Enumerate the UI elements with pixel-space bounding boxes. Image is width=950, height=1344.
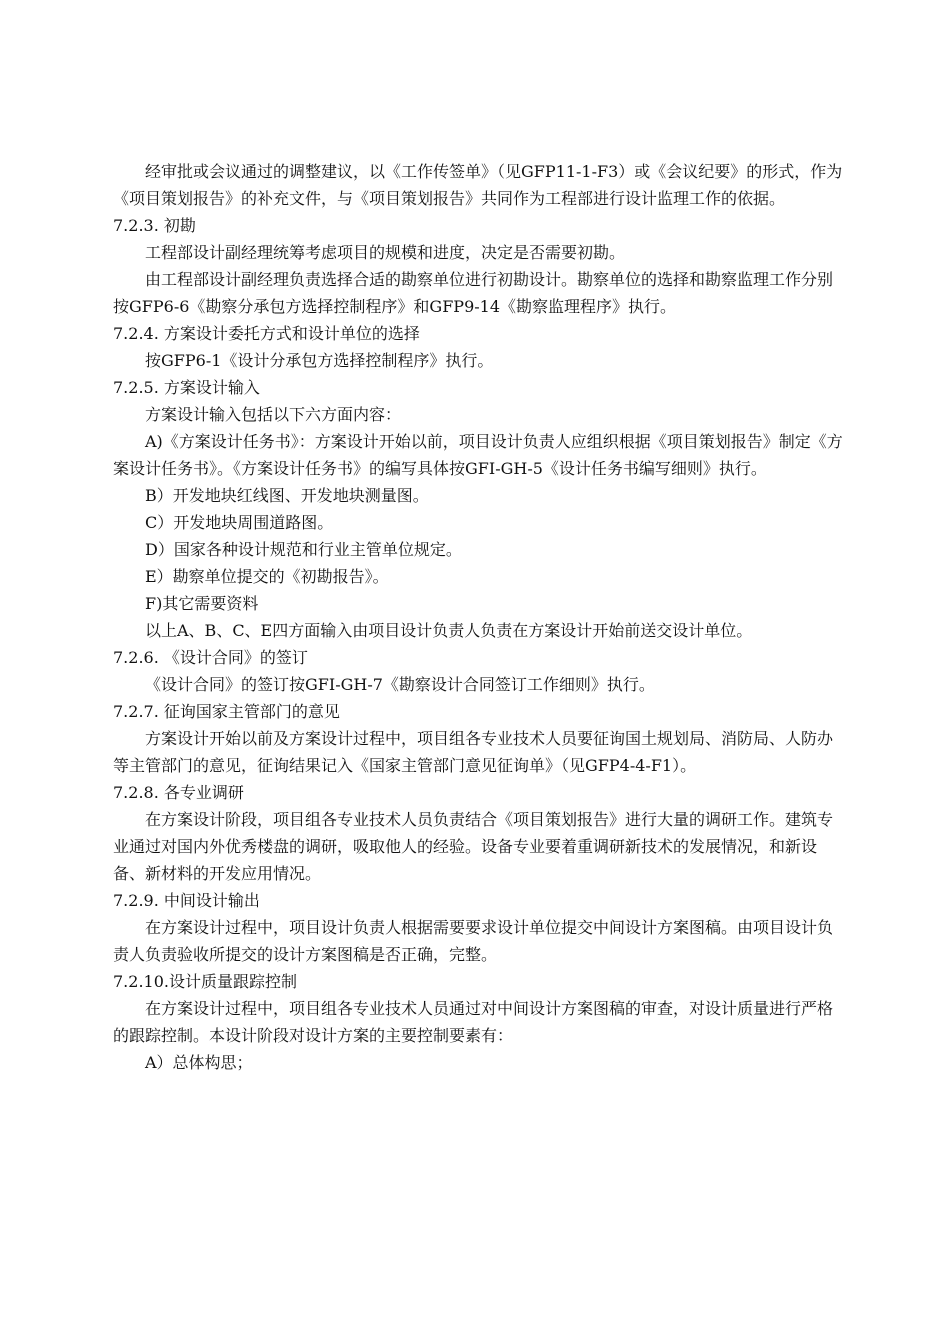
paragraph-design-input-intro: 方案设计输入包括以下六方面内容： — [145, 405, 402, 424]
paragraph-authority-consultation: 方案设计开始以前及方案设计过程中，项目组各专业技术人员要征询国土规划局、消防局、人防办等主管部门的意见，征询结果记入《国家主管部门意见征询单》（见GFP4-4-F1）。 — [113, 729, 834, 775]
list-item-a-design-brief: A)《方案设计任务书》：方案设计开始以前，项目设计负责人应组织根据《项目策划报告》制定《方案设计任务书》。《方案设计任务书》的编写具体按GFI-GH-5《设计任务书编写细则》执行。 — [113, 432, 843, 478]
section-heading-7-2-6: 7.2.6. 《设计合同》的签订 — [113, 648, 308, 667]
paragraph-adjustment-basis: 经审批或会议通过的调整建议，以《工作传签单》（见GFP11-1-F3）或《会议纪要》的形式，作为《项目策划报告》的补充文件，与《项目策划报告》共同作为工程部进行设计监理工作的依据。 — [113, 162, 843, 208]
section-heading-7-2-4: 7.2.4. 方案设计委托方式和设计单位的选择 — [113, 324, 420, 343]
section-heading-7-2-8: 7.2.8. 各专业调研 — [113, 783, 244, 802]
list-item-d-design-codes: D）国家各种设计规范和行业主管单位规定。 — [145, 540, 462, 559]
paragraph-professional-research: 在方案设计阶段，项目组各专业技术人员负责结合《项目策划报告》进行大量的调研工作。建筑专业通过对国内外优秀楼盘的调研，吸取他人的经验。设备专业要着重调研新技术的发展情况，和新设备、新材料的开发应用情况。 — [113, 810, 834, 883]
section-heading-7-2-10: 7.2.10.设计质量跟踪控制 — [113, 972, 297, 991]
paragraph-initial-survey-decision: 工程部设计副经理统筹考虑项目的规模和进度，决定是否需要初勘。 — [145, 243, 626, 262]
list-item-a-overall-concept: A）总体构思； — [145, 1053, 253, 1072]
paragraph-design-contractor-procedure: 按GFP6-1《设计分承包方选择控制程序》执行。 — [145, 351, 494, 370]
paragraph-input-delivery: 以上A、B、C、E四方面输入由项目设计负责人负责在方案设计开始前送交设计单位。 — [145, 621, 753, 640]
section-heading-7-2-3: 7.2.3. 初勘 — [113, 216, 196, 235]
list-item-c-road-map: C）开发地块周围道路图。 — [145, 513, 334, 532]
list-item-f-other-materials: F)其它需要资料 — [145, 594, 259, 613]
section-heading-7-2-5: 7.2.5. 方案设计输入 — [113, 378, 260, 397]
paragraph-survey-unit-selection: 由工程部设计副经理负责选择合适的勘察单位进行初勘设计。勘察单位的选择和勘察监理工作分别按GFP6-6《勘察分承包方选择控制程序》和GFP9-14《勘察监理程序》执行。 — [113, 270, 834, 316]
paragraph-quality-tracking: 在方案设计过程中，项目组各专业技术人员通过对中间设计方案图稿的审查，对设计质量进行严格的跟踪控制。本设计阶段对设计方案的主要控制要素有： — [113, 999, 834, 1045]
section-heading-7-2-9: 7.2.9. 中间设计输出 — [113, 891, 260, 910]
paragraph-intermediate-output: 在方案设计过程中，项目设计负责人根据需要要求设计单位提交中间设计方案图稿。由项目设计负责人负责验收所提交的设计方案图稿是否正确，完整。 — [113, 918, 834, 964]
document-body — [113, 158, 845, 1076]
list-item-e-survey-report: E）勘察单位提交的《初勘报告》。 — [145, 567, 389, 586]
section-heading-7-2-7: 7.2.7. 征询国家主管部门的意见 — [113, 702, 340, 721]
list-item-b-site-maps: B）开发地块红线图、开发地块测量图。 — [145, 486, 429, 505]
paragraph-contract-signing: 《设计合同》的签订按GFI-GH-7《勘察设计合同签订工作细则》执行。 — [145, 675, 655, 694]
